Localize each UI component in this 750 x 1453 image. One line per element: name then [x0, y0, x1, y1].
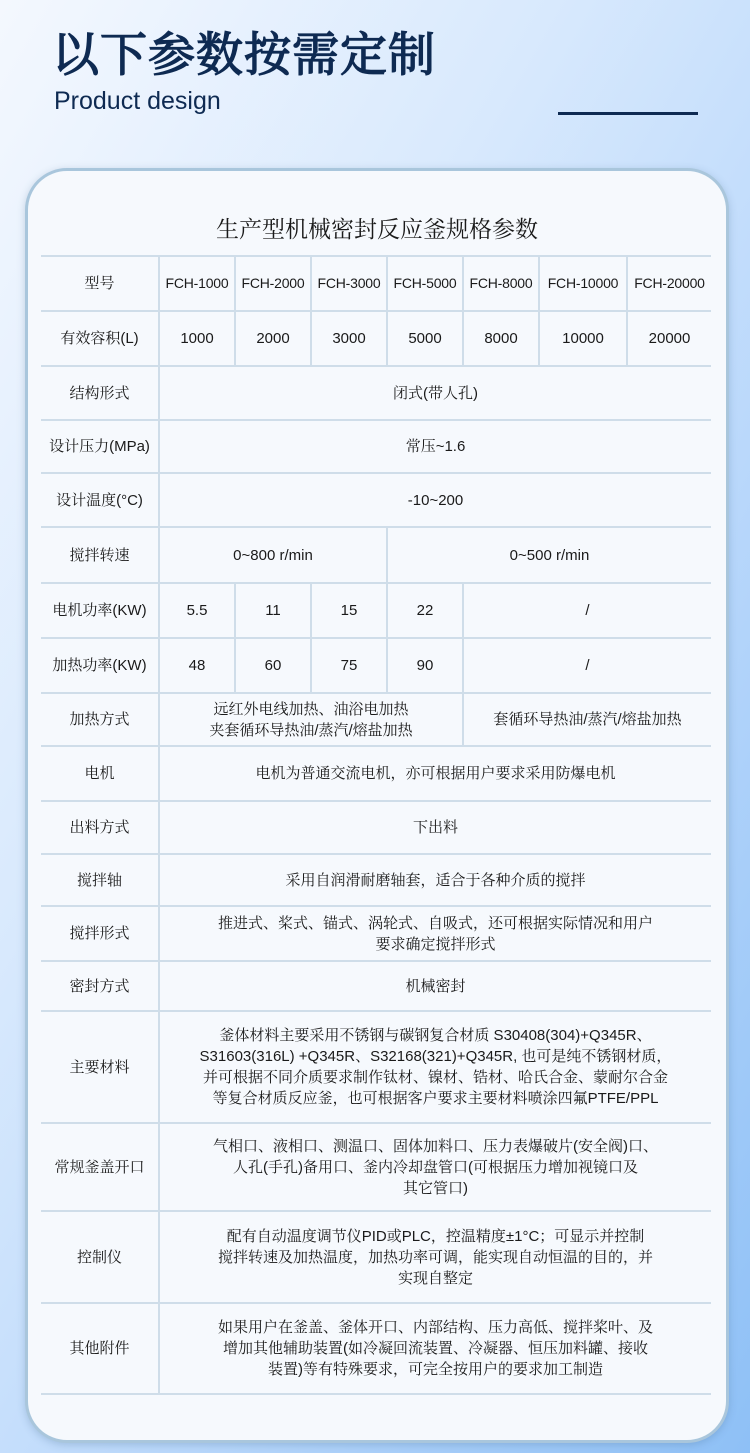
row-label: 出料方式 [41, 801, 159, 854]
cell: 15 [311, 583, 387, 638]
cell-line: 配有自动温度调节仪PID或PLC，控温精度±1°C；可显示并控制 [226, 1227, 645, 1245]
cell: 11 [235, 583, 311, 638]
row-label: 有效容积(L) [41, 311, 159, 366]
cell: 0~500 r/min [387, 527, 711, 583]
page-title: 以下参数按需定制 [52, 28, 436, 81]
cell-line: 要求确定搅拌形式 [375, 935, 496, 953]
cell: FCH-3000 [311, 256, 387, 311]
cell [159, 1123, 711, 1211]
cell-line: 如果用户在釜盖、釜体开口、内部结构、压力高低、搅拌桨叶、及 [217, 1319, 653, 1336]
row-label: 搅拌轴 [41, 854, 159, 906]
cell: 采用自润滑耐磨轴套，适合于各种介质的搅拌 [159, 854, 711, 906]
row-label: 搅拌形式 [41, 906, 159, 961]
cell: 5.5 [159, 583, 235, 638]
cell: 20000 [627, 311, 711, 366]
cell: FCH-8000 [463, 256, 539, 311]
cell: FCH-20000 [627, 256, 711, 311]
cell-line: 实现自整定 [397, 1269, 473, 1287]
cell: 90 [387, 638, 463, 693]
cell-line: 釜体材料主要采用不锈钢与碳钢复合材质 S30408(304)+Q345R、 [219, 1027, 652, 1044]
cell: 48 [159, 638, 235, 693]
cell: 75 [311, 638, 387, 693]
spec-table [41, 255, 711, 1395]
table-row [41, 906, 711, 961]
cell-line: 其它管口) [403, 1179, 468, 1197]
cell: FCH-1000 [159, 256, 235, 311]
cell: 1000 [159, 311, 235, 366]
cell [159, 693, 463, 746]
cell-line: 气相口、液相口、测温口、固体加料口、压力表爆破片(安全阀)口、 [213, 1137, 658, 1155]
title-underline [558, 112, 698, 115]
spec-card [25, 168, 729, 1443]
row-label: 型号 [41, 256, 159, 311]
cell: 下出料 [159, 801, 711, 854]
row-label: 常规釜盖开口 [41, 1123, 159, 1211]
cell [159, 906, 711, 961]
cell: / [463, 583, 711, 638]
cell: 套循环导热油/蒸汽/熔盐加热 [463, 693, 711, 746]
table-row [41, 746, 711, 801]
cell-line: 搅拌转速及加热温度，加热功率可调，能实现自动恒温的目的，并 [217, 1248, 653, 1266]
cell [159, 1211, 711, 1303]
row-label: 主要材料 [41, 1011, 159, 1123]
cell: FCH-10000 [539, 256, 627, 311]
cell: 22 [387, 583, 463, 638]
cell-line: 增加其他辅助装置(如冷凝回流装置、冷凝器、恒压加料罐、接收 [223, 1340, 648, 1357]
table-row [41, 583, 711, 638]
table-row [41, 693, 711, 746]
row-label: 加热方式 [41, 693, 159, 746]
cell [159, 1303, 711, 1394]
cell-line: 夹套循环导热油/蒸汽/熔盐加热 [209, 721, 413, 739]
cell-line: 远红外电线加热、油浴电加热 [213, 700, 409, 718]
row-label: 密封方式 [41, 961, 159, 1011]
table-row [41, 1303, 711, 1394]
cell: -10~200 [159, 473, 711, 527]
cell-line: 并可根据不同介质要求制作钛材、镍材、锆材、哈氏合金、蒙耐尔合金 [202, 1069, 668, 1086]
table-row [41, 527, 711, 583]
cell: 3000 [311, 311, 387, 366]
cell-line: 推进式、桨式、锚式、涡轮式、自吸式，还可根据实际情况和用户 [217, 914, 653, 932]
row-label: 控制仪 [41, 1211, 159, 1303]
row-label: 结构形式 [41, 366, 159, 420]
cell: 10000 [539, 311, 627, 366]
table-row [41, 1211, 711, 1303]
row-label: 电机功率(KW) [41, 583, 159, 638]
cell [159, 1011, 711, 1123]
row-label: 其他附件 [41, 1303, 159, 1394]
page-subtitle: Product design [54, 87, 221, 115]
table-row [41, 256, 711, 311]
table-title: 生产型机械密封反应釜规格参数 [216, 216, 538, 242]
row-label: 搅拌转速 [41, 527, 159, 583]
cell: 机械密封 [159, 961, 711, 1011]
table-row [41, 801, 711, 854]
cell: 8000 [463, 311, 539, 366]
row-label: 设计压力(MPa) [41, 420, 159, 473]
cell: 5000 [387, 311, 463, 366]
table-row [41, 366, 711, 420]
cell-line: 人孔(手孔)备用口、釜内冷却盘管口(可根据压力增加视镜口及 [233, 1158, 638, 1176]
table-row [41, 638, 711, 693]
table-row [41, 961, 711, 1011]
table-row [41, 854, 711, 906]
cell: FCH-5000 [387, 256, 463, 311]
cell: 2000 [235, 311, 311, 366]
cell: / [463, 638, 711, 693]
cell: 60 [235, 638, 311, 693]
row-label: 加热功率(KW) [41, 638, 159, 693]
table-row [41, 311, 711, 366]
cell: 0~800 r/min [159, 527, 387, 583]
cell-line: S31603(316L) +Q345R、S32168(321)+Q345R, 也可是纯不锈钢材质， [199, 1048, 672, 1065]
row-label: 电机 [41, 746, 159, 801]
cell-line: 等复合材质反应釜，也可根据客户要求主要材料喷涂四氟PTFE/PPL [212, 1090, 659, 1107]
table-row [41, 1011, 711, 1123]
table-row [41, 473, 711, 527]
cell-line: 装置)等有特殊要求，可完全按用户的要求加工制造 [268, 1361, 603, 1378]
cell: 常压~1.6 [159, 420, 711, 473]
table-row [41, 420, 711, 473]
row-label: 设计温度(°C) [41, 473, 159, 527]
cell: 闭式(带人孔) [159, 366, 711, 420]
cell: FCH-2000 [235, 256, 311, 311]
cell: 电机为普通交流电机，亦可根据用户要求采用防爆电机 [159, 746, 711, 801]
table-row [41, 1123, 711, 1211]
